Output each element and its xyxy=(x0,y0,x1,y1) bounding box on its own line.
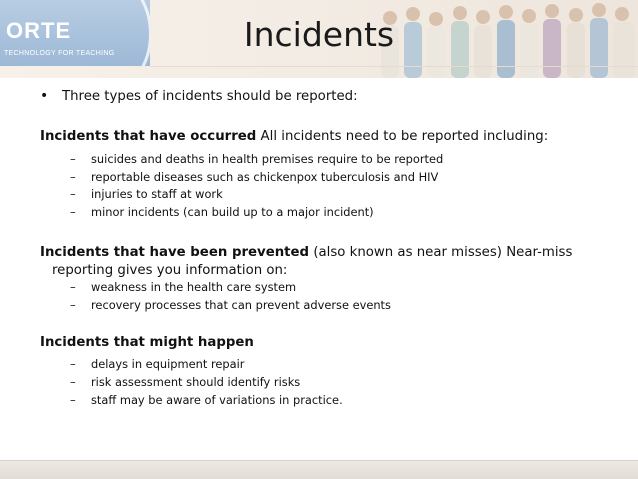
intro-bullet-text: Three types of incidents should be reported: xyxy=(62,89,358,104)
dash-icon: – xyxy=(70,187,76,201)
section-heading-rest: All incidents need to be reported including: xyxy=(256,129,549,144)
dash-icon: – xyxy=(70,280,76,294)
dash-icon: – xyxy=(70,205,76,219)
section-heading-continuation: reporting gives you information on: xyxy=(52,263,288,278)
dash-icon: – xyxy=(70,393,76,407)
list-item-text: minor incidents (can build up to a major incident) xyxy=(91,205,374,219)
section-heading-rest: (also known as near misses) Near-miss xyxy=(309,245,573,260)
section-heading-bold: Incidents that might happen xyxy=(40,335,254,350)
dash-icon: – xyxy=(70,357,76,371)
list-item-text: reportable diseases such as chickenpox tuberculosis and HIV xyxy=(91,170,439,184)
section-heading xyxy=(40,244,572,280)
list-item-text: recovery processes that can prevent adverse events xyxy=(91,298,391,312)
list-item-text: risk assessment should identify risks xyxy=(91,375,301,389)
section-heading-bold: Incidents that have been prevented xyxy=(40,245,310,260)
dash-icon: – xyxy=(70,152,76,166)
section-heading-bold: Incidents that have occurred xyxy=(40,129,257,144)
dash-icon: – xyxy=(70,298,76,312)
footer-bar xyxy=(0,460,638,479)
dash-icon: – xyxy=(70,375,76,389)
list-item-text: staff may be aware of variations in practice. xyxy=(91,393,343,407)
logo-text: ORTE xyxy=(6,18,72,43)
list-item-text: injuries to staff at work xyxy=(91,187,223,201)
bullet-icon: • xyxy=(40,88,49,104)
header-divider xyxy=(150,66,638,67)
list-item-text: suicides and deaths in health premises require to be reported xyxy=(91,152,444,166)
page-title: Incidents xyxy=(243,15,395,54)
section-heading xyxy=(40,128,548,146)
list-item-text: weakness in the health care system xyxy=(91,280,297,294)
list-item-text: delays in equipment repair xyxy=(91,357,245,371)
section-heading xyxy=(40,334,254,352)
dash-icon: – xyxy=(70,170,76,184)
logo-tagline: TECHNOLOGY FOR TEACHING xyxy=(4,50,115,57)
